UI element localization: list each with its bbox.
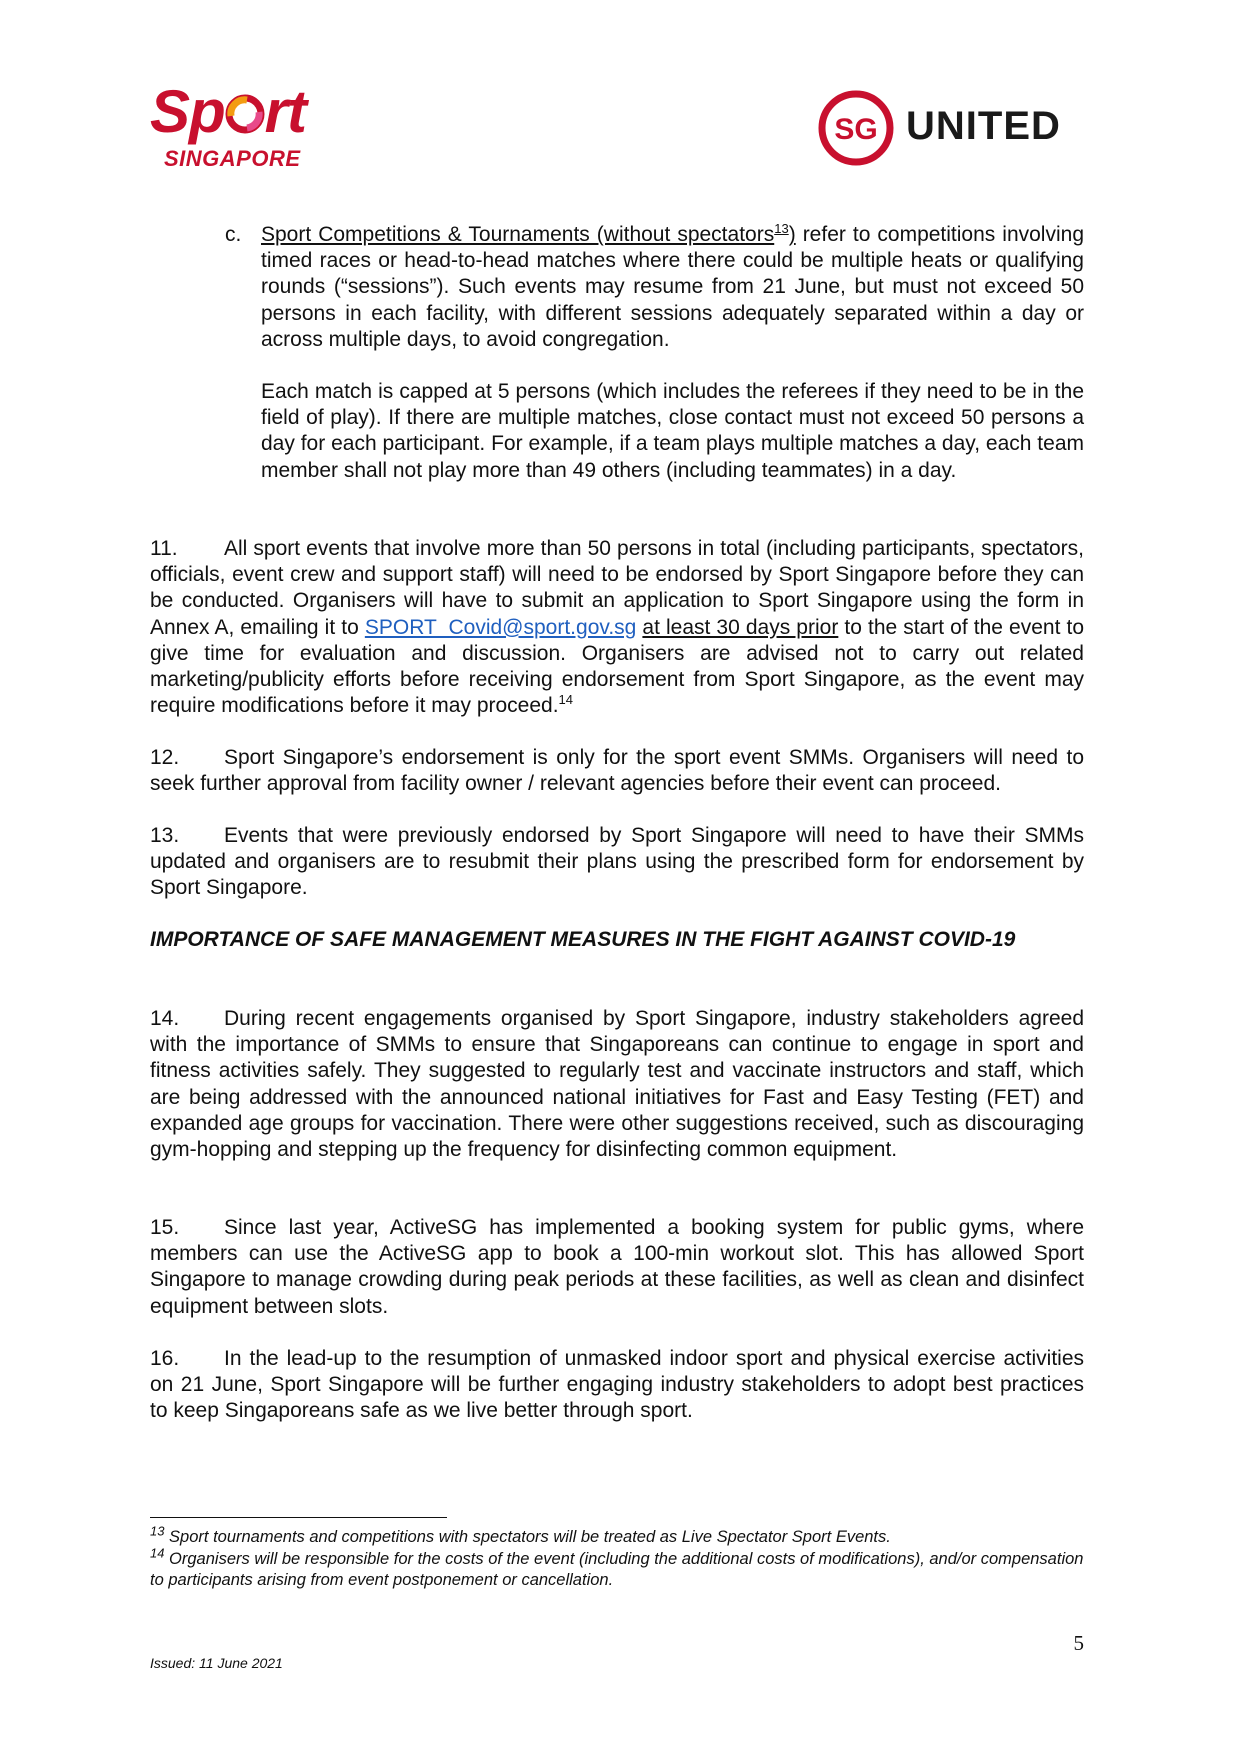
sport-logo-subtitle: SINGAPORE (164, 146, 301, 171)
footnote-number: 13 (150, 1523, 165, 1539)
footnote-ref-14: 14 (558, 692, 574, 708)
sport-logo-rt: rt (264, 78, 307, 145)
sg-united-wordmark: UNITED (906, 104, 1061, 148)
footnote-number: 14 (150, 1545, 165, 1561)
footnote-ref-13: 13 (774, 221, 789, 236)
email-link[interactable]: SPORT_Covid@sport.gov.sg (364, 615, 637, 639)
sg-ring-icon (816, 88, 896, 168)
paragraph-number: 13. (150, 824, 180, 847)
sport-logo-wordmark (150, 80, 306, 144)
paragraph-number: 14. (150, 1007, 180, 1030)
paragraph-number: 11. (150, 537, 178, 560)
paragraph-12-text: Sport Singapore’s endorsement is only for the sport event SMMs. Organisers will need to seek further approval from facility owner / relevant agencies before their event can proceed. (150, 746, 1084, 796)
footnote-divider (150, 1517, 447, 1518)
paragraph-14 (150, 1006, 1084, 1163)
paragraph-15 (150, 1215, 1084, 1320)
item-c-title-close: ) (788, 223, 796, 246)
item-c-label: c. (225, 223, 242, 246)
paragraph-number: 12. (150, 746, 180, 769)
paragraph-12 (150, 745, 1084, 797)
paragraph-15-text: Since last year, ActiveSG has implemented a booking system for public gyms, where members can use the ActiveSG app to book a 100-min workout slot. This has allowed Sport Singapore to manage crowding during peak periods at these facilities, as well as clean and disinfect equipment between slots. (150, 1216, 1084, 1318)
item-c-paragraph (261, 222, 1084, 353)
paragraph-16 (150, 1346, 1084, 1425)
sport-logo-swirl-icon (225, 94, 265, 134)
sg-united-logo (816, 88, 1086, 168)
paragraph-11-text-a: All sport events that involve more than 50 persons in total (including participants, spectators, officials, event crew and support staff) will need to be endorsed by Sport Singapore before they can be conducted. Organisers will have to submit an application to Sport Singapore using the form in Annex A, emailing it to (150, 537, 1084, 639)
paragraph-13 (150, 823, 1084, 902)
paragraph-14-text: During recent engagements organised by Sport Singapore, industry stakeholders agreed with the importance of SMMs to ensure that Singaporeans can continue to engage in sport and fitness activities safely. They suggested to regularly test and vaccinate instructors and staff, which are being addressed with the announced national initiatives for Fast and Easy Testing (FET) and expanded age groups for vaccination. There were other suggestions received, such as discouraging gym-hopping and stepping up the frequency for disinfecting common equipment. (150, 1007, 1084, 1162)
paragraph-16-text: In the lead-up to the resumption of unmasked indoor sport and physical exercise activities on 21 June, Sport Singapore will be further engaging industry stakeholders to adopt best practices to keep Singaporeans safe as we live better through sport. (150, 1347, 1084, 1423)
item-c-paragraph-2: Each match is capped at 5 persons (which includes the referees if they need to be in the field of play). If there are multiple matches, close contact must not exceed 50 persons a day for each participant. For example, if a team plays multiple matches a day, each team member shall not play more than 49 others (including teammates) in a day. (261, 380, 1084, 482)
footnote-13 (150, 1523, 1084, 1548)
page-number: 5 (1073, 1631, 1084, 1655)
sg-mark-text: SG (834, 113, 878, 146)
item-c-title: Sport Competitions & Tournaments (without spectators (261, 223, 775, 246)
sport-logo-sp: Sp (150, 78, 225, 145)
issued-date: Issued: 11 June 2021 (150, 1655, 283, 1671)
paragraph-11-text-b: to the start of the event to give time for evaluation and discussion. Organisers are advised not to carry out related marketing/publicity efforts before receiving endorsement from Sport Singapore, as the event may require modifications before it may proceed. (150, 615, 1085, 718)
paragraph-11 (150, 536, 1084, 719)
paragraph-13-text: Events that were previously endorsed by Sport Singapore will need to have their SMMs updated and organisers are to resubmit their plans using the prescribed form for endorsement by Sport Singapore. (150, 824, 1084, 900)
paragraph-number: 15. (150, 1216, 180, 1239)
footnote-text: Sport tournaments and competitions with spectators will be treated as Live Spectator Sport Events. (164, 1528, 891, 1546)
item-c-text: refer to competitions involving timed races or head-to-head matches where there could be multiple heats or qualifying rounds (“sessions”). Such events may resume from 21 June, but must not exceed 50 persons in each facility, with different sessions adequately separated within a day or across multiple days, to avoid congregation. (261, 223, 1085, 351)
section-heading: IMPORTANCE OF SAFE MANAGEMENT MEASURES IN THE FIGHT AGAINST COVID-19 (150, 928, 1016, 951)
footnote-14 (150, 1545, 1084, 1590)
sport-singapore-logo (150, 80, 350, 175)
deadline-text: at least 30 days prior (642, 615, 839, 639)
footnote-text: Organisers will be responsible for the costs of the event (including the additional costs of modifications), and/or compensation to participants arising from event postponement or cancellation. (150, 1550, 1084, 1589)
paragraph-number: 16. (150, 1347, 180, 1370)
